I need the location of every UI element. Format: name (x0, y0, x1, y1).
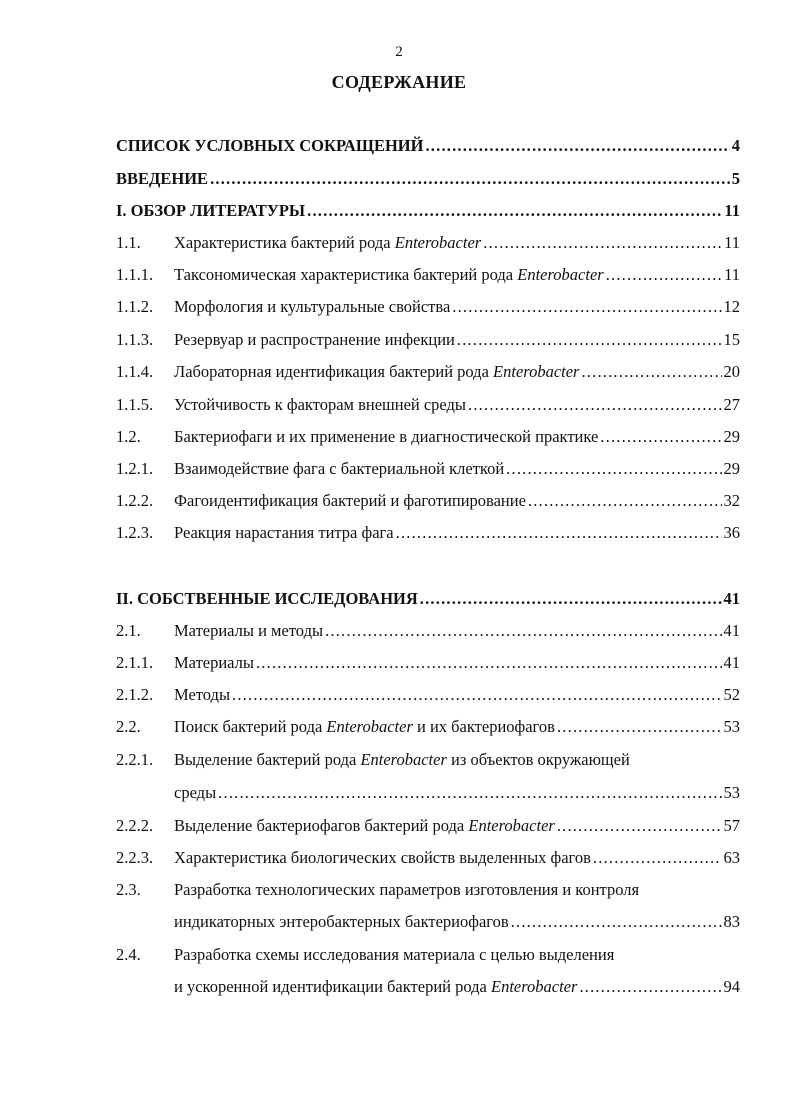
toc-entry-text: индикаторных энтеробактерных бактериофагов (174, 912, 509, 931)
toc-entry-number: 2.3. (116, 880, 141, 899)
toc-entry-page: 63 (723, 848, 740, 867)
genus-name: Enterobacter (517, 265, 604, 284)
genus-name: Enterobacter (493, 362, 580, 381)
toc-entry (116, 621, 740, 641)
toc-entry-text: Устойчивость к факторам внешней среды (174, 395, 467, 414)
toc-entry (116, 169, 740, 189)
toc-dot-leader (506, 459, 721, 479)
toc-entry-page: 53 (723, 783, 740, 802)
toc-dot-leader (483, 233, 722, 253)
toc-entry-number: 2.2.2. (116, 816, 154, 835)
toc-dot-leader (210, 169, 730, 189)
toc-entry-continuation (174, 912, 740, 932)
toc-entry-text: среды (174, 783, 217, 802)
genus-name: Enterobacter (491, 977, 578, 996)
toc-entry-page: 5 (731, 169, 740, 188)
toc-dot-leader (579, 977, 721, 997)
toc-entry (116, 653, 740, 673)
toc-entry-number: 1.1.5. (116, 395, 154, 414)
toc-entry (116, 750, 740, 770)
toc-entry-text: и ускоренной идентификации бактерий рода Enterobacter (174, 977, 578, 996)
toc-entry-page: 12 (723, 297, 740, 316)
genus-name: Enterobacter (394, 233, 482, 252)
toc-entry-text: Реакция нарастания титра фага (174, 523, 394, 542)
toc-entry-page: 15 (723, 330, 740, 349)
toc-entry-number: 2.1. (116, 621, 141, 640)
toc-entry (116, 945, 740, 965)
toc-entry-text: Взаимодействие фага с бактериальной клеткой (174, 459, 505, 478)
toc-entry (116, 848, 740, 868)
toc-entry-text: Морфология и культуральные свойства (174, 297, 451, 316)
toc-entry (116, 395, 740, 415)
toc-entry-number: 2.2. (116, 717, 141, 736)
toc-dot-leader (325, 621, 721, 641)
toc-entry-continuation (174, 783, 740, 803)
toc-entry (116, 589, 740, 609)
toc-entry-page: 83 (723, 912, 740, 931)
toc-entry (116, 880, 740, 900)
toc-entry-page: 27 (723, 395, 740, 414)
toc-entry (116, 362, 740, 382)
toc-entry-continuation (174, 977, 740, 997)
toc-entry-number: 2.1.1. (116, 653, 154, 672)
toc-entry-number: 2.2.3. (116, 848, 154, 867)
toc-entry-page: 57 (723, 816, 740, 835)
toc-dot-leader (606, 265, 722, 285)
toc-entry-page: 41 (723, 621, 740, 640)
toc-entry-text: Материалы и методы (174, 621, 324, 640)
toc-dot-leader (420, 589, 722, 609)
toc-entry-number: 1.1. (116, 233, 141, 252)
toc-entry-number: 1.1.1. (116, 265, 154, 284)
toc-entry-number: 1.2.1. (116, 459, 154, 478)
toc-entry-page: 94 (723, 977, 740, 996)
genus-name: Enterobacter (360, 750, 447, 769)
toc-entry (116, 523, 740, 543)
toc-dot-leader (557, 717, 722, 737)
toc-entry-text: Таксономическая характеристика бактерий рода Enterobacter (174, 265, 604, 284)
toc-dot-leader (600, 427, 721, 447)
toc-entry-number: 1.2.3. (116, 523, 154, 542)
toc-entry-text: Методы (174, 685, 231, 704)
toc-entry-text: Материалы (174, 653, 254, 672)
toc-entry-text: Выделение бактерий рода Enterobacter из объектов окружающей (174, 750, 630, 769)
toc-entry (116, 330, 740, 350)
toc-entry-text: Резервуар и распространение инфекции (174, 330, 455, 349)
toc-entry-number: 2.1.2. (116, 685, 154, 704)
toc-entry-number: 2.4. (116, 945, 141, 964)
toc-entry-text: Характеристика биологических свойств выделенных фагов (174, 848, 591, 867)
toc-dot-leader (218, 783, 721, 803)
toc-entry-text: СПИСОК УСЛОВНЫХ СОКРАЩЕНИЙ (116, 136, 424, 155)
toc-entry-text: Разработка технологических параметров изготовления и контроля (174, 880, 640, 899)
toc-entry-text: Лабораторная идентификация бактерий рода Enterobacter (174, 362, 580, 381)
toc-entry (116, 491, 740, 511)
toc-entry (116, 459, 740, 479)
toc-dot-leader (457, 330, 722, 350)
toc-entry-page: 11 (724, 233, 740, 252)
toc-entry (116, 685, 740, 705)
toc-entry (116, 201, 740, 221)
toc-entry (116, 427, 740, 447)
toc-entry-number: 2.2.1. (116, 750, 154, 769)
toc-dot-leader (557, 816, 722, 836)
toc-entry-text: II. СОБСТВЕННЫЕ ИССЛЕДОВАНИЯ (116, 589, 418, 608)
toc-dot-leader (232, 685, 721, 705)
toc-entry-text: ВВЕДЕНИЕ (116, 169, 209, 188)
toc-entry-text: Разработка схемы исследования материала с целью выделения (174, 945, 615, 964)
toc-entry-page: 36 (723, 523, 740, 542)
toc-entry-page: 11 (724, 265, 740, 284)
toc-entry (116, 717, 740, 737)
toc-entry-text: Поиск бактерий рода Enterobacter и их бактериофагов (174, 717, 555, 736)
toc-dot-leader (593, 848, 722, 868)
toc-entry-page: 41 (723, 653, 740, 672)
toc-entry-number: 1.1.3. (116, 330, 154, 349)
toc-entry-number: 1.1.2. (116, 297, 154, 316)
toc-entry-page: 52 (723, 685, 740, 704)
toc-entry-text: Характеристика бактерий рода Enterobacter (174, 233, 482, 252)
toc-entry (116, 136, 740, 156)
toc-entry-text: I. ОБЗОР ЛИТЕРАТУРЫ (116, 201, 306, 220)
toc-entry-page: 41 (723, 589, 740, 608)
toc-dot-leader (396, 523, 722, 543)
toc-entry-page: 29 (723, 459, 740, 478)
toc-dot-leader (511, 912, 722, 932)
toc-entry-page: 53 (723, 717, 740, 736)
toc-entry-page: 4 (731, 136, 740, 155)
toc-entry-number: 1.1.4. (116, 362, 154, 381)
toc-dot-leader (256, 653, 722, 673)
page-title: СОДЕРЖАНИЕ (331, 72, 467, 92)
toc-entry (116, 233, 740, 253)
toc-entry-page: 20 (723, 362, 740, 381)
toc-entry (116, 265, 740, 285)
toc-dot-leader (307, 201, 722, 221)
toc-entry-text: Бактериофаги и их применение в диагностической практике (174, 427, 599, 446)
toc-entry (116, 297, 740, 317)
toc-entry-page: 11 (724, 201, 740, 220)
toc-entry-number: 1.2.2. (116, 491, 154, 510)
toc-entry-text: Выделение бактериофагов бактерий рода Enterobacter (174, 816, 555, 835)
toc-dot-leader (528, 491, 722, 511)
toc-entry-text: Фагоидентификация бактерий и фаготипирование (174, 491, 526, 510)
toc-entry-page: 32 (723, 491, 740, 510)
toc-entry-number: 1.2. (116, 427, 141, 446)
genus-name: Enterobacter (326, 717, 413, 736)
toc-dot-leader (581, 362, 721, 382)
toc-dot-leader (452, 297, 721, 317)
toc-dot-leader (468, 395, 721, 415)
genus-name: Enterobacter (468, 816, 555, 835)
toc-dot-leader (425, 136, 729, 156)
page-number: 2 (395, 44, 403, 60)
toc-entry (116, 816, 740, 836)
toc-entry-page: 29 (723, 427, 740, 446)
